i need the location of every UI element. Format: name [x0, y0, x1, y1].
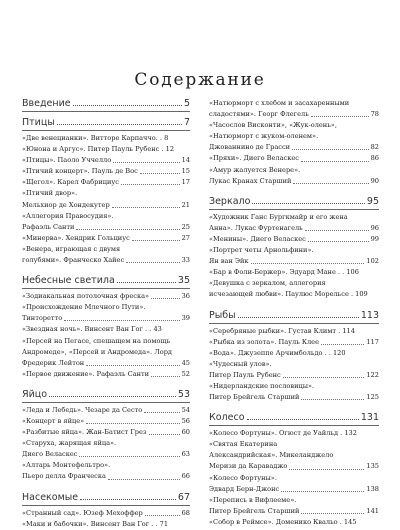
toc-entry[interactable] — [22, 211, 190, 233]
toc-leader-dots — [57, 124, 182, 125]
toc-entry[interactable] — [22, 405, 190, 416]
toc-entry[interactable] — [22, 416, 190, 427]
toc-entry-text: «Рыбка из золота». Пауль Клее — [209, 337, 319, 346]
toc-page-number: 5 — [183, 98, 190, 109]
toc-entry-text: Андромеде», «Персей и Андромеда». Лорд — [22, 347, 172, 356]
toc-page-number: 95 — [366, 195, 379, 207]
toc-entry[interactable] — [209, 359, 379, 381]
toc-leader-dots — [80, 499, 176, 500]
toc-entry-text: «Чудесный улов». — [209, 359, 272, 368]
toc-leader-dots — [112, 207, 180, 208]
toc-page-number: 17 — [181, 178, 190, 187]
toc-entry-text: «Леда и Лебедь». Чезаре да Сесто — [22, 405, 143, 414]
toc-leader-dots — [301, 399, 364, 400]
toc-entry-lastline — [209, 234, 379, 245]
toc-entry-lastline — [22, 358, 190, 369]
toc-leader-dots — [49, 396, 176, 397]
toc-entry[interactable] — [22, 519, 190, 530]
toc-entry-text: «Первое движение». Рафаэль Санти — [22, 369, 150, 378]
toc-entry-text: Пьеро делла Франческа — [22, 472, 106, 481]
toc-section-rule — [209, 425, 379, 426]
toc-leader-dots — [132, 240, 180, 241]
toc-entry[interactable] — [209, 245, 379, 256]
toc-entry-text: «Колесо Фортуны». Огюст де Уайльд . 132 — [209, 429, 357, 438]
toc-leader-dots — [108, 479, 180, 480]
toc-entry-lastline — [209, 370, 379, 381]
toc-entry[interactable] — [22, 438, 190, 460]
toc-entry-lastline — [209, 484, 379, 495]
toc-entry[interactable] — [209, 234, 379, 245]
toc-entry[interactable] — [22, 291, 190, 302]
toc-entry[interactable] — [209, 278, 379, 300]
toc-page-number: 67 — [177, 491, 190, 503]
toc-page-number: 125 — [366, 393, 379, 402]
toc-entry[interactable] — [209, 153, 379, 164]
toc-entry-text: Лукас Кранах Старший — [209, 176, 292, 185]
toc-page-number: 39 — [181, 314, 190, 323]
toc-page-number: 63 — [181, 450, 190, 459]
toc-leader-dots — [311, 116, 369, 117]
toc-entry-text: Ян ван Эйк — [209, 257, 249, 266]
toc-page-number: 21 — [181, 200, 190, 209]
toc-entry-text: «Святая Екатерина — [209, 440, 278, 449]
toc-entry-text: Диего Веласкес — [22, 450, 78, 459]
toc-leader-dots — [283, 377, 365, 378]
toc-entry[interactable] — [209, 120, 379, 153]
toc-entry-text: «Перепись в Вифлееме». — [209, 495, 297, 504]
toc-page-number: 25 — [181, 222, 190, 231]
toc-section-rule — [209, 209, 379, 210]
toc-entry-text: Питер Брейгель Старший — [209, 393, 300, 402]
toc-entry-lastline — [22, 233, 190, 244]
toc-page-number: 36 — [181, 292, 190, 301]
toc-entry[interactable] — [22, 144, 190, 155]
toc-entry[interactable] — [22, 177, 190, 188]
toc-page-number: 102 — [366, 257, 379, 266]
toc-entry-lastline — [209, 223, 379, 234]
toc-entry-text: Эдвард Берн-Джонс — [209, 484, 280, 493]
toc-entry[interactable] — [22, 460, 190, 482]
toc-section[interactable] — [22, 492, 190, 503]
toc-entry-lastline — [22, 155, 190, 166]
toc-page-number: 56 — [181, 416, 190, 425]
toc-page-number: 14 — [181, 156, 190, 165]
toc-entry-text: «Вода». Джузеппе Арчимбольдо . . 120 — [209, 348, 346, 357]
toc-leader-dots — [117, 282, 176, 283]
toc-leader-dots — [151, 376, 180, 377]
toc-page-number: 35 — [177, 275, 190, 287]
toc-entry-text: «Разбитые яйца». Жан-Батист Грез — [22, 428, 147, 437]
toc-section-title: Введение — [22, 98, 71, 109]
toc-entry[interactable] — [22, 369, 190, 380]
toc-entry[interactable] — [209, 348, 379, 359]
toc-entry[interactable] — [209, 337, 379, 348]
toc-entry-text: Джованнино де Грасси — [209, 143, 291, 152]
toc-page-number: 15 — [181, 167, 190, 176]
toc-page-number: 82 — [370, 143, 379, 152]
toc-page-number: 99 — [370, 234, 379, 243]
toc-entry[interactable] — [209, 98, 379, 120]
toc-page-number: 27 — [181, 233, 190, 242]
toc-entry[interactable] — [22, 302, 190, 324]
page-title: Содержание — [134, 70, 266, 90]
toc-entry-text: «Щегол». Карел Фабрициус — [22, 178, 119, 187]
toc-section-rule — [22, 130, 190, 131]
toc-section-title: Колесо — [209, 412, 245, 424]
toc-entry-lastline — [209, 506, 379, 517]
toc-entry[interactable] — [209, 439, 379, 472]
toc-section-rule — [22, 402, 190, 403]
toc-entry-lastline — [209, 142, 379, 153]
toc-leader-dots — [144, 412, 179, 413]
toc-entry[interactable] — [22, 233, 190, 244]
toc-page-number: 96 — [370, 223, 379, 232]
toc-entry-lastline — [22, 369, 190, 380]
toc-section-rule — [22, 505, 190, 506]
toc-page-number: 90 — [370, 176, 379, 185]
toc-entry-text: «Концерт в яйце» — [22, 416, 85, 425]
toc-entry-text: «Птичий концерт». Пауль де Вос — [22, 167, 138, 176]
toc-entry-lastline — [209, 256, 379, 267]
toc-entry-lastline — [22, 313, 190, 324]
toc-entry-text: «Алтарь Монтефельтро». — [22, 461, 111, 470]
toc-leader-dots — [292, 149, 369, 150]
toc-entry-text: Рафаэль Санти — [22, 222, 75, 231]
toc-page-number: 141 — [366, 506, 379, 515]
toc-entry-lastline — [22, 166, 190, 177]
toc-entry-text: Мельхиор де Хондекутер — [22, 200, 110, 209]
toc-entry-text: «Зодиакальная потолочная фреска» — [22, 292, 150, 301]
toc-entry[interactable] — [209, 473, 379, 495]
toc-entry-lastline — [209, 392, 379, 403]
toc-entry[interactable] — [22, 324, 190, 335]
toc-entry-text: «Минерва». Хендрик Гольциус — [22, 233, 130, 242]
toc-entry-text: «Портрет четы Арнольфини». — [209, 246, 314, 255]
toc-entry-text: «Бар в Фоли-Бержер». Эдуард Мане . . 106 — [209, 268, 359, 277]
toc-entry-text: голубями». Франческо Хайес — [22, 256, 125, 265]
toc-section[interactable] — [22, 117, 190, 128]
toc-entry[interactable] — [22, 188, 190, 210]
toc-entry-text: «Девушка с зеркалом, аллегория — [209, 279, 326, 288]
toc-leader-dots — [126, 262, 179, 263]
toc-leader-dots — [281, 491, 364, 492]
toc-entry-text: «Две венецианки». Витторе Карпаччо. . 8 — [22, 134, 169, 142]
toc-entry-text: «Аллегория Правосудия». — [22, 211, 114, 220]
toc-entry-text: «Собор в Реймсе». Доменико Квальо . 145 — [209, 517, 357, 526]
toc-leader-dots — [305, 230, 369, 231]
toc-entry-text: «Персей на Пегасе, спешащем на помощь — [22, 336, 171, 345]
toc-left-column — [22, 98, 190, 530]
toc-page-number: 131 — [360, 412, 379, 424]
toc-leader-dots — [247, 419, 359, 420]
toc-entry-lastline — [22, 508, 190, 519]
toc-leader-dots — [238, 317, 359, 318]
toc-entry-lastline — [22, 255, 190, 266]
toc-page-number: 54 — [181, 405, 190, 414]
toc-section-title: Насекомые — [22, 491, 79, 503]
toc-section[interactable] — [22, 275, 190, 286]
toc-entry-text: Питер Пауль Рубенс — [209, 370, 281, 379]
toc-entry-lastline — [209, 461, 379, 472]
toc-entry-lastline — [22, 177, 190, 188]
toc-entry-lastline — [22, 222, 190, 233]
toc-entry-text: «Юнона и Аргус». Питер Пауль Рубенс . 12 — [22, 145, 175, 154]
toc-page-number: 113 — [360, 309, 379, 321]
toc-leader-dots — [301, 161, 369, 162]
toc-leader-dots — [301, 513, 364, 514]
toc-entry-text: исчезающей любви». Паулюс Морельсе . 109 — [209, 290, 368, 299]
toc-entry-lastline — [209, 109, 379, 120]
toc-entry-text: «Венера, играющая с двумя — [22, 244, 121, 253]
toc-section[interactable] — [209, 310, 379, 321]
toc-page-number: 60 — [181, 428, 190, 437]
toc-entry-lastline — [209, 337, 379, 348]
toc-entry-lastline — [22, 200, 190, 211]
toc-entry[interactable] — [22, 155, 190, 166]
toc-entry-text: «Амур жалуется Венере». — [209, 165, 301, 174]
toc-section[interactable] — [22, 389, 190, 400]
toc-entry-text: сладостями». Георг Флегель — [209, 110, 309, 119]
toc-leader-dots — [321, 344, 364, 345]
toc-entry-lastline — [209, 176, 379, 187]
toc-page-number: 138 — [366, 484, 379, 493]
toc-section-rule — [22, 288, 190, 289]
toc-page-number: 78 — [370, 110, 379, 119]
toc-entry[interactable] — [209, 326, 379, 337]
toc-entry-text: «Происхождение Млечного Пути». — [22, 303, 146, 312]
toc-leader-dots — [121, 184, 180, 185]
toc-entry-text: «Серебряные рыбки». Густав Климт . 114 — [209, 326, 355, 335]
toc-entry[interactable] — [209, 212, 379, 234]
toc-entry[interactable] — [209, 495, 379, 517]
toc-entry-text: «Художник Ганс Бургкмайр и его жена — [209, 212, 348, 221]
toc-entry[interactable] — [22, 166, 190, 177]
toc-entry-text: «Нидерландские пословицы». — [209, 381, 315, 390]
toc-entry-text: «Пряхи». Диего Веласкес — [209, 154, 299, 163]
toc-entry[interactable] — [209, 517, 379, 528]
toc-leader-dots — [145, 515, 180, 516]
toc-leader-dots — [73, 105, 182, 106]
toc-entry-text: «Натюрморт с жуком-оленем». — [209, 132, 319, 141]
toc-entry-text: «Часослов Висконти», «Жук-олень», — [209, 121, 337, 130]
toc-page-number: 135 — [366, 462, 379, 471]
toc-entry[interactable] — [22, 336, 190, 369]
toc-entry-text: «Колесо Фортуны». — [209, 473, 277, 482]
toc-leader-dots — [251, 263, 365, 264]
toc-section-title: Птицы — [22, 117, 55, 128]
toc-leader-dots — [293, 183, 368, 184]
toc-entry-text: «Странный сад». Юзеф Мехоффер — [22, 508, 143, 517]
toc-page-number: 68 — [181, 508, 190, 517]
toc-entry[interactable] — [209, 267, 379, 278]
toc-entry[interactable] — [22, 133, 190, 144]
toc-page-number: 52 — [181, 369, 190, 378]
toc-entry-text: «Птицы». Паоло Уччелло — [22, 156, 112, 165]
toc-leader-dots — [151, 298, 180, 299]
toc-entry[interactable] — [22, 508, 190, 519]
toc-page-number: 45 — [181, 358, 190, 367]
toc-leader-dots — [79, 456, 179, 457]
toc-section[interactable] — [209, 412, 379, 423]
toc-entry-text: Тинторетто — [22, 314, 63, 323]
toc-entry[interactable] — [22, 244, 190, 266]
toc-leader-dots — [64, 320, 179, 321]
toc-entry-text: Анна». Лукас Фуртенагель — [209, 223, 303, 232]
toc-entry-text: «Маки и бабочки». Винсент Ван Гог . . 71 — [22, 519, 169, 528]
toc-entry-text: «Натюрморт с хлебом и засахаренными — [209, 99, 350, 107]
toc-leader-dots — [86, 423, 179, 424]
toc-leader-dots — [252, 203, 364, 204]
toc-section-title: Зеркало — [209, 195, 251, 207]
toc-entry-text: «Менины». Диего Веласкес — [209, 234, 306, 243]
toc-page-number: 66 — [181, 472, 190, 481]
toc-section[interactable] — [209, 196, 379, 207]
toc-entry-lastline — [22, 405, 190, 416]
toc-leader-dots — [76, 229, 179, 230]
toc-entry[interactable] — [209, 256, 379, 267]
toc-entry-text: Питер Брейгель Старший — [209, 506, 300, 515]
toc-entry-text: Меризи да Караваджо — [209, 462, 288, 471]
toc-entry-lastline — [22, 291, 190, 302]
toc-entry-text: Александрийская». Микеланджело — [209, 451, 334, 460]
toc-section-rule — [22, 111, 190, 112]
toc-page-number: 122 — [366, 370, 379, 379]
toc-entry-lastline — [22, 471, 190, 482]
toc-entry-lastline — [22, 416, 190, 427]
toc-entry-text: «Птичий двор». — [22, 189, 78, 198]
toc-leader-dots — [140, 173, 180, 174]
toc-entry-lastline — [209, 153, 379, 164]
toc-section[interactable] — [22, 98, 190, 109]
toc-entry-text: Фредерик Лейтон — [22, 358, 85, 367]
toc-section-title: Рыбы — [209, 309, 236, 321]
toc-page-number: 53 — [177, 388, 190, 400]
toc-entry[interactable] — [209, 428, 379, 439]
toc-section-rule — [209, 323, 379, 324]
toc-entry[interactable] — [22, 427, 190, 438]
toc-leader-dots — [149, 434, 180, 435]
toc-entry-lastline — [22, 427, 190, 438]
toc-entry-text: «Старуха, жарящая яйца». — [22, 439, 117, 448]
toc-entry-text: «Звездная ночь». Винсент Ван Гог . . 43 — [22, 325, 162, 334]
toc-leader-dots — [113, 162, 179, 163]
toc-section-title: Яйцо — [22, 388, 48, 400]
toc-leader-dots — [289, 469, 364, 470]
toc-leader-dots — [308, 241, 369, 242]
toc-entry[interactable] — [209, 165, 379, 187]
toc-right-column — [209, 98, 379, 528]
toc-entry[interactable] — [209, 381, 379, 403]
toc-page-number: 7 — [183, 117, 190, 128]
toc-section-title: Небесные светила — [22, 275, 115, 287]
toc-page-number: 117 — [366, 337, 379, 346]
toc-entry-lastline — [22, 449, 190, 460]
toc-page-number: 86 — [370, 154, 379, 163]
toc-page-number: 33 — [181, 256, 190, 265]
toc-leader-dots — [86, 365, 179, 366]
